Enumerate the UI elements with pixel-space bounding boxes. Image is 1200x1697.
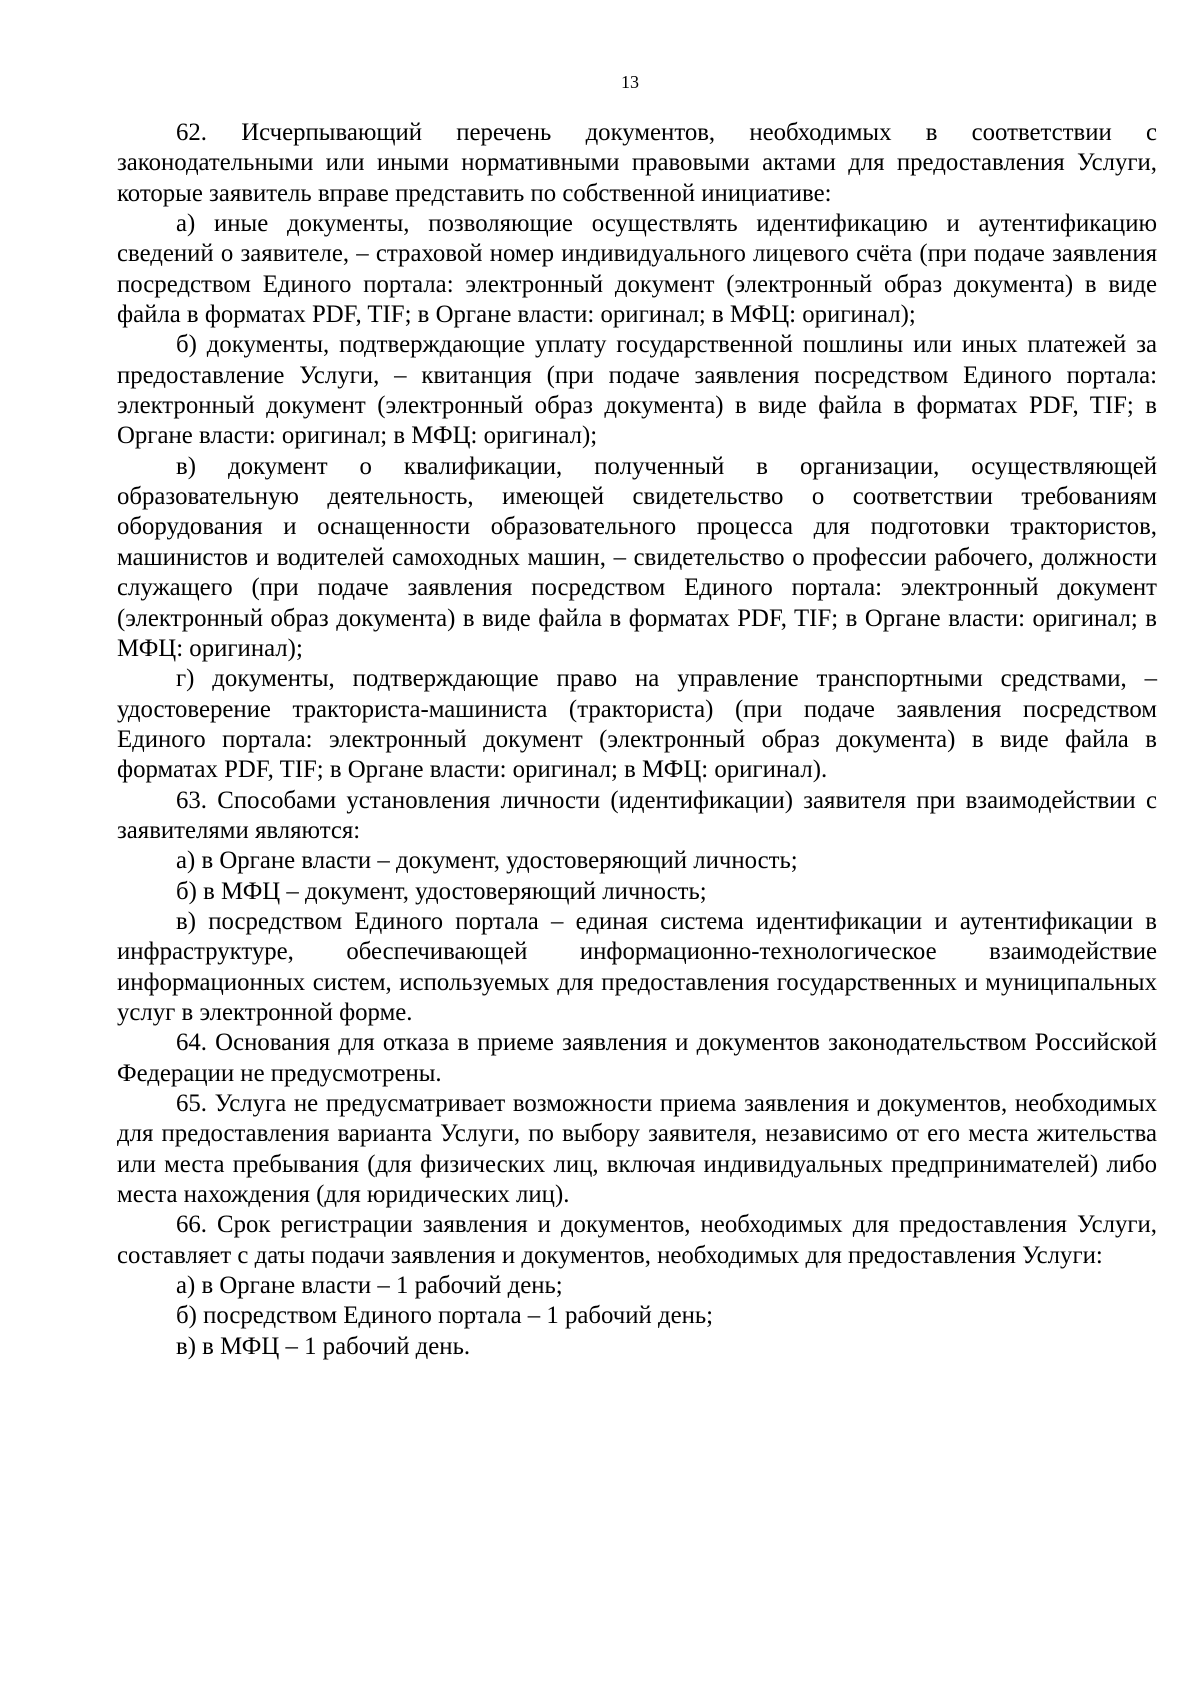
- paragraph-62-g: г) документы, подтверждающие право на управление транспортными средствами, – удостоверение тракториста-машиниста (тракториста) (при подаче заявления посредством Единого портала: электронный документ (электронный образ документа) в виде файла в форматах PDF, TIF; в Органе власти: оригинал; в МФЦ: оригинал).: [117, 665, 1157, 784]
- paragraph-66-b: б) посредством Единого портала – 1 рабочий день;: [176, 1302, 714, 1330]
- document-body: [117, 118, 1157, 1362]
- page-number: 13: [621, 72, 639, 92]
- paragraph-63-a: а) в Органе власти – документ, удостоверяющий личность;: [176, 847, 798, 875]
- paragraph-66: 66. Срок регистрации заявления и документов, необходимых для предоставления Услуги, составляет с даты подачи заявления и документов, необходимых для предоставления Услуги:: [117, 1211, 1157, 1269]
- paragraph-63-v: в) посредством Единого портала – единая система идентификации и аутентификации в инфраструктуре, обеспечивающей информационно-технологическое взаимодействие информационных систем, используемых для предоставления государственных и муниципальных услуг в электронной форме.: [117, 907, 1157, 1026]
- paragraph-62-a: а) иные документы, позволяющие осуществлять идентификацию и аутентификацию сведений о заявителе, – страховой номер индивидуального лицевого счёта (при подаче заявления посредством Единого портала: электронный документ (электронный образ документа) в виде файла в форматах PDF, TIF; в Органе власти: оригинал; в МФЦ: оригинал);: [117, 210, 1157, 329]
- paragraph-62: 62. Исчерпывающий перечень документов, необходимых в соответствии с законодательными или иными нормативными правовыми актами для предоставления Услуги, которые заявитель вправе представить по собственной инициативе:: [117, 119, 1157, 207]
- paragraph-63-b: б) в МФЦ – документ, удостоверяющий личность;: [176, 877, 707, 905]
- paragraph-62-b: б) документы, подтверждающие уплату государственной пошлины или иных платежей за предоставление Услуги, – квитанция (при подаче заявления посредством Единого портала: электронный документ (электронный образ документа) в виде файла в форматах PDF, TIF; в Органе власти: оригинал; в МФЦ: оригинал);: [117, 331, 1157, 450]
- paragraph-63: 63. Способами установления личности (идентификации) заявителя при взаимодействии с заявителями являются:: [117, 786, 1157, 844]
- paragraph-65: 65. Услуга не предусматривает возможности приема заявления и документов, необходимых для предоставления варианта Услуги, по выбору заявителя, независимо от его места жительства или места пребывания (для физических лиц, включая индивидуальных предпринимателей) либо места нахождения (для юридических лиц).: [117, 1090, 1157, 1209]
- paragraph-66-a: а) в Органе власти – 1 рабочий день;: [176, 1272, 563, 1300]
- paragraph-62-v: в) документ о квалификации, полученный в организации, осуществляющей образовательную деятельность, имеющей свидетельство о соответствии требованиям оборудования и оснащенности образовательного процесса для подготовки трактористов, машинистов и водителей самоходных машин, – свидетельство о профессии рабочего, должности служащего (при подаче заявления посредством Единого портала: электронный документ (электронный образ документа) в виде файла в форматах PDF, TIF; в Органе власти: оригинал; в МФЦ: оригинал);: [117, 452, 1157, 662]
- paragraph-66-v: в) в МФЦ – 1 рабочий день.: [176, 1332, 471, 1360]
- paragraph-64: 64. Основания для отказа в приеме заявления и документов законодательством Российской Федерации не предусмотрены.: [117, 1029, 1157, 1087]
